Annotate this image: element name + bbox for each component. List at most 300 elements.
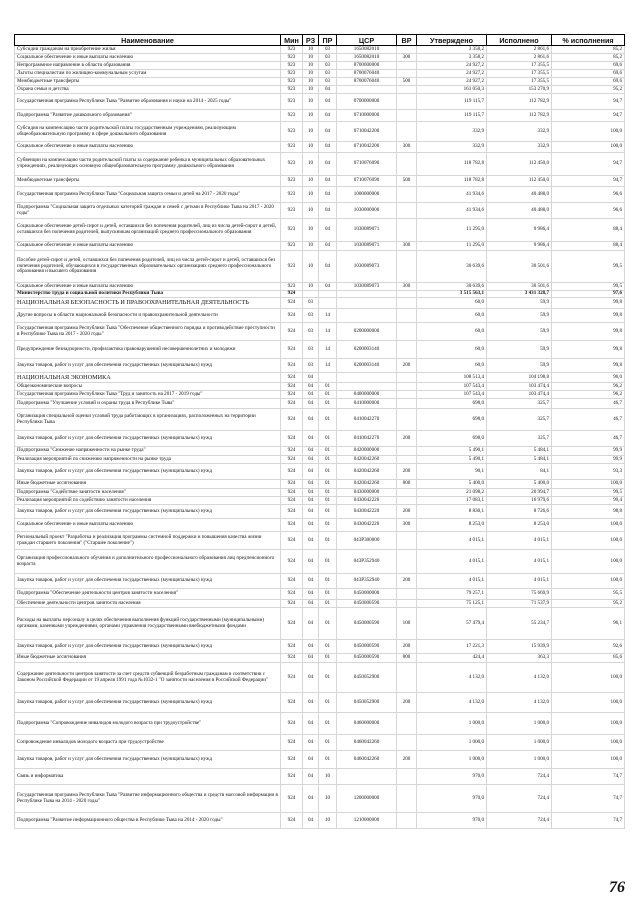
row-percent: 88,4 <box>552 219 625 242</box>
table-row <box>15 769 625 785</box>
row-rz: 03 <box>303 309 319 323</box>
row-pr: 01 <box>319 464 337 480</box>
table-row <box>15 62 625 70</box>
row-vr: 200 <box>397 505 417 519</box>
row-pr: 01 <box>319 399 337 409</box>
row-csr: 8700076040 <box>337 78 397 86</box>
row-percent: 88,4 <box>552 242 625 251</box>
row-rz: 04 <box>303 713 319 735</box>
table-row <box>15 505 625 519</box>
row-min: 924 <box>281 298 303 309</box>
row-approved: 332,9 <box>417 122 487 142</box>
row-executed: 4 015,1 <box>487 574 552 589</box>
row-min: 924 <box>281 751 303 769</box>
row-rz: 04 <box>303 464 319 480</box>
row-csr: 0420042260 <box>337 464 397 480</box>
row-min: 923 <box>281 219 303 242</box>
row-vr: 200 <box>397 431 417 447</box>
row-name: Подпрограмма "Содействие занятости населения" <box>15 489 281 497</box>
row-approved: 970,0 <box>417 813 487 829</box>
row-vr <box>397 769 417 785</box>
row-csr: 0450000590 <box>337 640 397 654</box>
row-csr: 0430042220 <box>337 519 397 532</box>
row-csr <box>337 298 397 309</box>
row-pr: 14 <box>319 309 337 323</box>
row-pr: 01 <box>319 489 337 497</box>
row-executed: 15 939,9 <box>487 640 552 654</box>
row-name: Подпрограмма "Развитие дошкольного образования" <box>15 110 281 122</box>
row-pr: 01 <box>319 505 337 519</box>
row-percent: 85,2 <box>552 46 625 54</box>
row-csr: 0200003140 <box>337 359 397 373</box>
row-approved: 30 639,6 <box>417 283 487 291</box>
row-executed: 363,3 <box>487 654 552 663</box>
row-vr <box>397 497 417 505</box>
row-pr: 03 <box>319 46 337 54</box>
row-name: Реализация мероприятий по снижению напряженности на рынке труда <box>15 456 281 464</box>
row-name: Обеспечение деятельности центров занятости населения <box>15 600 281 608</box>
row-csr: 1030089073 <box>337 251 397 283</box>
row-name: Организация специальной оценки условий труда работающих в организациях, расположенных на территории Республики Тыва <box>15 409 281 431</box>
row-name: Подпрограмма "Улучшение условий и охраны труда в Республике Тыва" <box>15 399 281 409</box>
row-executed: 3 431 328,7 <box>487 291 552 298</box>
row-csr: 0460042260 <box>337 751 397 769</box>
row-rz: 04 <box>303 663 319 693</box>
row-percent: 99,5 <box>552 251 625 283</box>
row-approved: 4 132,0 <box>417 693 487 713</box>
row-approved: 60,0 <box>417 323 487 341</box>
row-pr: 14 <box>319 323 337 341</box>
table-row <box>15 298 625 309</box>
table-row <box>15 600 625 608</box>
row-csr: 0420000000 <box>337 447 397 456</box>
row-rz: 04 <box>303 751 319 769</box>
table-row <box>15 447 625 456</box>
row-rz: 04 <box>303 383 319 391</box>
row-csr: 0410042270 <box>337 431 397 447</box>
row-name: Региональный проект "Разработка и реализация программы системной поддержки и повышения качества жизни граждан старшего поколения" ("Старшее поколение") <box>15 532 281 550</box>
row-executed: 40 488,0 <box>487 187 552 203</box>
table-row <box>15 713 625 735</box>
row-pr <box>319 373 337 383</box>
row-vr <box>397 409 417 431</box>
row-name: Подпрограмма "Снижение напряженности на рынке труда" <box>15 447 281 456</box>
row-rz: 10 <box>303 46 319 54</box>
row-pr: 01 <box>319 550 337 574</box>
row-vr: 200 <box>397 693 417 713</box>
row-vr <box>397 589 417 600</box>
table-row <box>15 735 625 751</box>
row-vr: 200 <box>397 640 417 654</box>
row-approved: 118 782,8 <box>417 153 487 176</box>
table-header <box>15 35 625 46</box>
row-approved: 3 515 563,1 <box>417 291 487 298</box>
row-csr: 0460042260 <box>337 735 397 751</box>
row-percent: 99,5 <box>552 283 625 291</box>
row-name: Льготы специалистам по жилищно-коммунальным услугам <box>15 70 281 78</box>
table-row <box>15 203 625 219</box>
row-min: 924 <box>281 409 303 431</box>
page-number: 76 <box>609 879 625 896</box>
row-pr: 04 <box>319 122 337 142</box>
row-executed: 2 861,6 <box>487 54 552 62</box>
row-approved: 119 115,7 <box>417 110 487 122</box>
row-vr <box>397 86 417 94</box>
row-executed: 724,4 <box>487 769 552 785</box>
row-name: Предупреждение безнадзорности, профилактика правонарушений несовершеннолетних и молодежи <box>15 341 281 359</box>
row-vr: 200 <box>397 359 417 373</box>
row-vr <box>397 447 417 456</box>
row-executed: 9 986,4 <box>487 219 552 242</box>
row-approved: 161 050,3 <box>417 86 487 94</box>
row-approved: 11 295,0 <box>417 242 487 251</box>
row-csr: 1030000000 <box>337 203 397 219</box>
row-pr: 04 <box>319 176 337 187</box>
row-vr <box>397 785 417 813</box>
row-min: 923 <box>281 78 303 86</box>
table-body <box>15 46 625 829</box>
budget-execution-table <box>14 34 625 829</box>
row-percent: 69,6 <box>552 78 625 86</box>
row-min: 924 <box>281 383 303 391</box>
row-percent: 99,8 <box>552 359 625 373</box>
row-vr: 800 <box>397 654 417 663</box>
row-executed: 103 474,4 <box>487 391 552 399</box>
row-vr <box>397 62 417 70</box>
row-approved: 21 098,2 <box>417 489 487 497</box>
row-pr: 01 <box>319 589 337 600</box>
row-executed: 20 994,7 <box>487 489 552 497</box>
row-min: 924 <box>281 693 303 713</box>
row-approved: 698,0 <box>417 409 487 431</box>
row-vr: 200 <box>397 751 417 769</box>
row-pr: 10 <box>319 813 337 829</box>
row-rz: 10 <box>303 62 319 70</box>
table-row <box>15 70 625 78</box>
row-name: Государственная программа Республики Тыва "Обеспечение общественного порядка и противодействие преступности в Республике Тыва на 2017 - 2020 годы" <box>15 323 281 341</box>
row-percent: 97,6 <box>552 291 625 298</box>
row-csr: 0400000000 <box>337 391 397 399</box>
row-percent: 99,8 <box>552 298 625 309</box>
row-min: 924 <box>281 497 303 505</box>
row-approved: 4 015,1 <box>417 532 487 550</box>
row-csr: 0450000590 <box>337 654 397 663</box>
row-pr: 04 <box>319 251 337 283</box>
row-approved: 17 221,3 <box>417 640 487 654</box>
table-row <box>15 409 625 431</box>
row-name: Закупка товаров, работ и услуг для обеспечения государственных (муниципальных) нужд <box>15 751 281 769</box>
row-pr: 01 <box>319 640 337 654</box>
row-min: 924 <box>281 341 303 359</box>
table-row <box>15 654 625 663</box>
row-name: Социальное обеспечение и иные выплаты населению <box>15 242 281 251</box>
row-percent: 94,7 <box>552 176 625 187</box>
row-rz: 04 <box>303 640 319 654</box>
row-name: Социальное обеспечение и иные выплаты населению <box>15 283 281 291</box>
row-percent: 74,7 <box>552 769 625 785</box>
row-vr: 500 <box>397 78 417 86</box>
row-pr: 04 <box>319 203 337 219</box>
row-percent: 94,7 <box>552 94 625 110</box>
row-vr <box>397 391 417 399</box>
row-min: 923 <box>281 62 303 70</box>
row-name: Субсидия на компенсацию части родительской платы государственным учреждениям, реализующим общеобразовательную программу в сфере дошкольного образования <box>15 122 281 142</box>
row-name: Иные бюджетные ассигнования <box>15 654 281 663</box>
row-approved: 41 934,6 <box>417 187 487 203</box>
table-row <box>15 78 625 86</box>
row-vr <box>397 251 417 283</box>
row-vr <box>397 341 417 359</box>
row-name: Межбюджетные трансферты <box>15 176 281 187</box>
row-rz: 10 <box>303 203 319 219</box>
row-rz: 10 <box>303 78 319 86</box>
row-pr <box>319 298 337 309</box>
row-min: 923 <box>281 110 303 122</box>
row-min: 924 <box>281 456 303 464</box>
row-executed: 4 132,0 <box>487 663 552 693</box>
row-name: Субсидии гражданам на приобретение жилья <box>15 46 281 54</box>
row-approved: 118 782,8 <box>417 176 487 187</box>
row-pr: 01 <box>319 456 337 464</box>
row-csr: 0450000590 <box>337 608 397 640</box>
row-executed: 112 450,0 <box>487 176 552 187</box>
row-min: 924 <box>281 505 303 519</box>
row-pr <box>319 291 337 298</box>
row-rz: 10 <box>303 142 319 153</box>
row-min: 923 <box>281 203 303 219</box>
row-vr <box>397 203 417 219</box>
row-vr <box>397 532 417 550</box>
row-percent: 95,2 <box>552 600 625 608</box>
row-rz: 04 <box>303 373 319 383</box>
row-rz: 10 <box>303 242 319 251</box>
row-approved: 4 015,1 <box>417 574 487 589</box>
row-rz: 04 <box>303 456 319 464</box>
row-percent: 100,0 <box>552 142 625 153</box>
row-rz: 04 <box>303 447 319 456</box>
row-approved: 57 479,4 <box>417 608 487 640</box>
row-approved: 698,0 <box>417 399 487 409</box>
row-name: Общеэкономические вопросы <box>15 383 281 391</box>
row-rz: 04 <box>303 693 319 713</box>
header-percent: % исполнения <box>552 35 625 46</box>
row-approved: 8 830,1 <box>417 505 487 519</box>
row-vr: 300 <box>397 142 417 153</box>
row-vr: 300 <box>397 283 417 291</box>
row-pr: 03 <box>319 70 337 78</box>
row-name: Организация профессионального обучения и дополнительного профессионального образования лиц предпенсионного возраста <box>15 550 281 574</box>
row-csr <box>337 291 397 298</box>
row-vr: 300 <box>397 242 417 251</box>
table-row <box>15 373 625 383</box>
row-min: 923 <box>281 122 303 142</box>
row-approved: 79 257,1 <box>417 589 487 600</box>
row-name: Охрана семьи и детства <box>15 86 281 94</box>
row-vr <box>397 373 417 383</box>
row-name: Закупка товаров, работ и услуг для обеспечения государственных (муниципальных) нужд <box>15 574 281 589</box>
row-min: 923 <box>281 176 303 187</box>
row-percent: 95,2 <box>552 86 625 94</box>
row-name: Социальное обеспечение и иные выплаты населению <box>15 54 281 62</box>
row-approved: 17 083,1 <box>417 497 487 505</box>
row-executed: 153 270,9 <box>487 86 552 94</box>
table-row <box>15 142 625 153</box>
row-vr <box>397 323 417 341</box>
row-name: Другие вопросы в области национальной безопасности и правоохранительной деятельности <box>15 309 281 323</box>
row-csr: 1200000000 <box>337 785 397 813</box>
row-rz: 04 <box>303 497 319 505</box>
row-rz: 04 <box>303 608 319 640</box>
header-executed: Исполнено <box>487 35 552 46</box>
table-row <box>15 86 625 94</box>
row-rz: 10 <box>303 110 319 122</box>
row-approved: 41 934,6 <box>417 203 487 219</box>
row-vr <box>397 550 417 574</box>
row-csr: 043P352940 <box>337 574 397 589</box>
header-rz: РЗ <box>303 35 319 46</box>
row-pr: 10 <box>319 785 337 813</box>
row-pr: 01 <box>319 391 337 399</box>
row-rz: 04 <box>303 813 319 829</box>
row-min: 924 <box>281 813 303 829</box>
table-row <box>15 519 625 532</box>
row-name: Иные бюджетные ассигнования <box>15 480 281 489</box>
row-pr: 01 <box>319 693 337 713</box>
row-min: 924 <box>281 640 303 654</box>
row-executed: 30 501,6 <box>487 283 552 291</box>
table-row <box>15 608 625 640</box>
row-csr: 0430000000 <box>337 489 397 497</box>
row-rz: 04 <box>303 769 319 785</box>
row-min: 923 <box>281 46 303 54</box>
row-vr <box>397 153 417 176</box>
row-name: Закупка товаров, работ и услуг для обеспечения государственных (муниципальных) нужд <box>15 693 281 713</box>
row-executed: 59,9 <box>487 359 552 373</box>
row-rz: 04 <box>303 785 319 813</box>
row-csr: 0450052900 <box>337 693 397 713</box>
row-min: 924 <box>281 600 303 608</box>
row-percent: 99,9 <box>552 447 625 456</box>
budget-report-page <box>14 34 624 829</box>
row-vr <box>397 663 417 693</box>
row-csr: 0710076090 <box>337 153 397 176</box>
row-pr: 04 <box>319 110 337 122</box>
row-rz: 10 <box>303 94 319 110</box>
header-csr: ЦСР <box>337 35 397 46</box>
row-min: 924 <box>281 532 303 550</box>
row-min: 924 <box>281 769 303 785</box>
row-percent: 100,0 <box>552 735 625 751</box>
row-csr: 8700076040 <box>337 70 397 78</box>
row-csr: 1030089073 <box>337 283 397 291</box>
table-row <box>15 399 625 409</box>
row-rz: 03 <box>303 341 319 359</box>
row-min: 923 <box>281 142 303 153</box>
row-pr: 04 <box>319 187 337 203</box>
row-approved: 8 253,0 <box>417 519 487 532</box>
row-vr <box>397 291 417 298</box>
row-approved: 24 927,2 <box>417 70 487 78</box>
row-percent: 99,8 <box>552 341 625 359</box>
table-row <box>15 785 625 813</box>
table-row <box>15 574 625 589</box>
row-min: 924 <box>281 447 303 456</box>
row-approved: 90,1 <box>417 464 487 480</box>
row-csr: 043P300000 <box>337 532 397 550</box>
row-vr <box>397 219 417 242</box>
row-name: Подпрограмма "Сопровождение инвалидов молодого возраста при трудоустройстве" <box>15 713 281 735</box>
row-vr <box>397 187 417 203</box>
row-approved: 4 015,1 <box>417 550 487 574</box>
row-rz <box>303 291 319 298</box>
row-name: Министерство труда и социальной политики Республики Тыва <box>15 291 281 298</box>
row-percent: 46,7 <box>552 431 625 447</box>
row-percent: 96,2 <box>552 391 625 399</box>
row-executed: 1 000,0 <box>487 751 552 769</box>
row-min: 924 <box>281 391 303 399</box>
row-approved: 970,0 <box>417 785 487 813</box>
row-vr <box>397 456 417 464</box>
row-min: 923 <box>281 54 303 62</box>
row-csr: 0200000000 <box>337 323 397 341</box>
row-vr <box>397 813 417 829</box>
row-rz: 04 <box>303 600 319 608</box>
row-executed: 112 782,9 <box>487 110 552 122</box>
row-executed: 5 484,1 <box>487 447 552 456</box>
row-csr: 0450000590 <box>337 600 397 608</box>
row-percent: 100,0 <box>552 751 625 769</box>
row-min: 924 <box>281 713 303 735</box>
row-csr: 1210000000 <box>337 813 397 829</box>
row-name: Расходы на выплаты персоналу в целях обеспечения выполнения функций государственными (муниципальными) органами, казенными учреждениями, органами управления государственными внебюджетными фондами <box>15 608 281 640</box>
table-row <box>15 309 625 323</box>
row-pr: 03 <box>319 62 337 70</box>
row-csr: 0700000000 <box>337 94 397 110</box>
row-pr: 03 <box>319 54 337 62</box>
row-csr: 1000000000 <box>337 187 397 203</box>
row-executed: 325,7 <box>487 431 552 447</box>
row-executed: 724,4 <box>487 813 552 829</box>
row-min: 923 <box>281 70 303 78</box>
table-row <box>15 122 625 142</box>
table-row <box>15 242 625 251</box>
row-percent: 85,6 <box>552 654 625 663</box>
row-approved: 60,0 <box>417 309 487 323</box>
row-pr: 04 <box>319 142 337 153</box>
row-percent: 99,9 <box>552 456 625 464</box>
table-row <box>15 489 625 497</box>
row-min: 924 <box>281 359 303 373</box>
row-name: Подпрограмма "Социальная защита отдельных категорий граждан и семей с детьми в Республике Тыва на 2017 - 2020 годы" <box>15 203 281 219</box>
row-percent: 99,8 <box>552 323 625 341</box>
row-executed: 5 400,0 <box>487 480 552 489</box>
table-row <box>15 323 625 341</box>
row-min: 923 <box>281 94 303 110</box>
row-percent: 46,7 <box>552 409 625 431</box>
row-pr: 01 <box>319 532 337 550</box>
row-rz: 03 <box>303 298 319 309</box>
row-rz: 04 <box>303 550 319 574</box>
row-csr: 1650082010 <box>337 54 397 62</box>
row-min: 923 <box>281 86 303 94</box>
row-csr: 0710042200 <box>337 142 397 153</box>
row-min: 923 <box>281 153 303 176</box>
row-pr: 04 <box>319 283 337 291</box>
row-csr: 0450052900 <box>337 663 397 693</box>
table-row <box>15 341 625 359</box>
row-executed: 332,9 <box>487 122 552 142</box>
row-percent: 94,7 <box>552 110 625 122</box>
